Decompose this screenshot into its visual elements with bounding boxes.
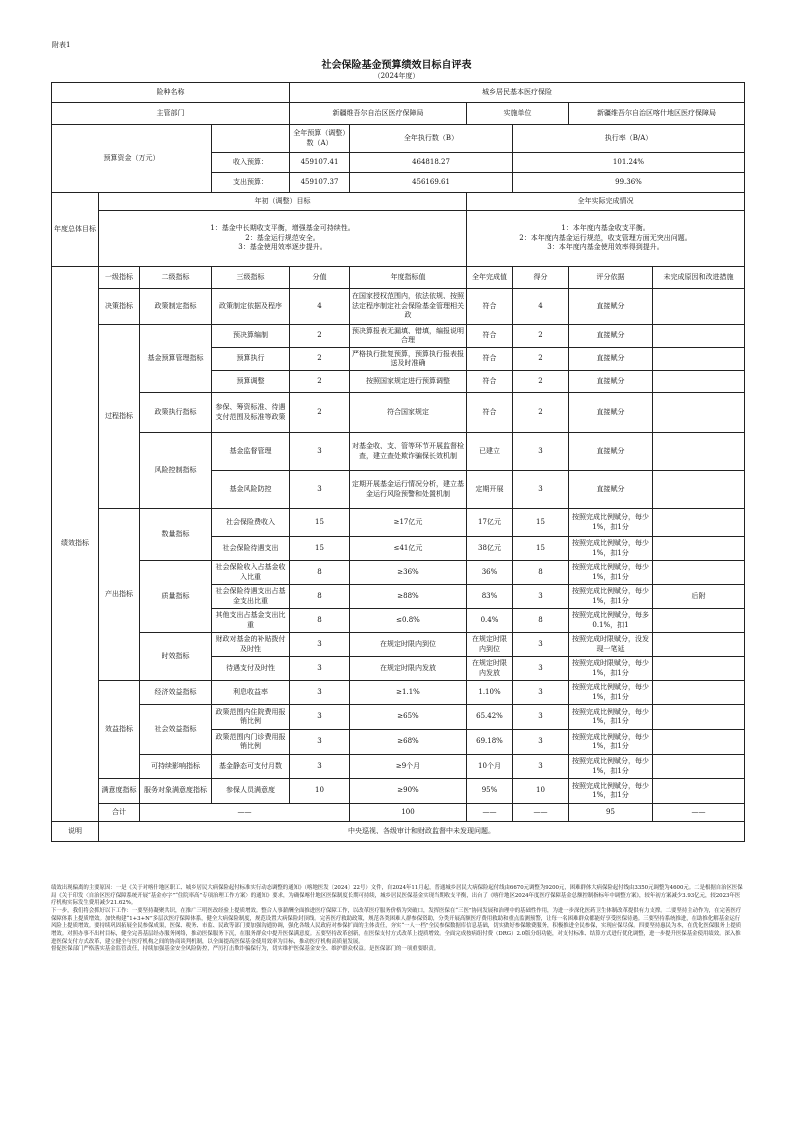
level3-indicator: 社会保险收入占基金收入比重 bbox=[212, 561, 290, 585]
actual-value: 36% bbox=[467, 561, 513, 585]
column-header: 未完成原因和改进措施 bbox=[653, 267, 745, 289]
income-execution-value: 464818.27 bbox=[350, 153, 513, 173]
score: 3 bbox=[513, 730, 569, 755]
actual-value: 0.4% bbox=[467, 609, 513, 633]
level3-indicator: 预算调整 bbox=[212, 371, 290, 393]
score: 2 bbox=[513, 325, 569, 348]
annual-execution-header: 全年执行数（B） bbox=[350, 125, 513, 153]
scoring-basis: 按照完成比例赋分，每少1%，扣1分 bbox=[569, 537, 653, 561]
level3-indicator: 社会保险待遇支出 bbox=[212, 537, 290, 561]
score: 8 bbox=[513, 609, 569, 633]
actual-completion-header: 全年实际完成情况 bbox=[467, 193, 745, 211]
column-header: 三级指标 bbox=[212, 267, 290, 289]
level2-risk-control: 风险控制指标 bbox=[140, 433, 212, 509]
score: 8 bbox=[513, 561, 569, 585]
scoring-basis: 按照完成比例赋分，每少1%，扣1分 bbox=[569, 561, 653, 585]
initial-goal-text bbox=[99, 211, 467, 267]
reason bbox=[653, 705, 745, 730]
level3-indicator: 社会保险费收入 bbox=[212, 509, 290, 537]
insurance-type-label: 险种名称 bbox=[52, 83, 290, 103]
score: 3 bbox=[513, 681, 569, 705]
level1-satisfaction: 满意度指标 bbox=[99, 779, 140, 804]
score-value: 8 bbox=[290, 561, 350, 585]
column-header: 二级指标 bbox=[140, 267, 212, 289]
score-value: 3 bbox=[290, 471, 350, 509]
level3-indicator: 参保、筹资标准、待遇支付范围及标准等政策 bbox=[212, 393, 290, 433]
column-header: 评分依据 bbox=[569, 267, 653, 289]
reason bbox=[653, 348, 745, 371]
reason: 后附 bbox=[653, 585, 745, 609]
target-value: ≥1.1% bbox=[350, 681, 467, 705]
performance-indicators-label: 绩效指标 bbox=[52, 267, 99, 822]
score: 3 bbox=[513, 585, 569, 609]
actual-value: 10个月 bbox=[467, 755, 513, 779]
actual-value: 38亿元 bbox=[467, 537, 513, 561]
reason bbox=[653, 779, 745, 804]
level1-output: 产出指标 bbox=[99, 509, 140, 681]
level3-indicator: 参保人员满意度 bbox=[212, 779, 290, 804]
actual-value: 符合 bbox=[467, 289, 513, 325]
scoring-basis: 按照完成时限赋分，没发现一笔延 bbox=[569, 633, 653, 657]
reason bbox=[653, 561, 745, 585]
reason bbox=[653, 371, 745, 393]
score-value: 3 bbox=[290, 755, 350, 779]
level3-indicator: 利息收益率 bbox=[212, 681, 290, 705]
total-dash: —— bbox=[513, 804, 569, 822]
score: 15 bbox=[513, 537, 569, 561]
level3-indicator: 其他支出占基金支出比重 bbox=[212, 609, 290, 633]
actual-value: 在规定时限内发放 bbox=[467, 657, 513, 681]
execution-rate-header: 执行率（B/A） bbox=[513, 125, 745, 153]
reason bbox=[653, 609, 745, 633]
actual-value: 符合 bbox=[467, 393, 513, 433]
total-score: 95 bbox=[569, 804, 653, 822]
target-value: ≥36% bbox=[350, 561, 467, 585]
reason bbox=[653, 509, 745, 537]
level2-policy-making: 政策制定指标 bbox=[140, 289, 212, 325]
score-value: 2 bbox=[290, 325, 350, 348]
score-value: 4 bbox=[290, 289, 350, 325]
department-label: 主管部门 bbox=[52, 103, 290, 125]
level2-quantity: 数量指标 bbox=[140, 509, 212, 561]
level3-indicator: 预算执行 bbox=[212, 348, 290, 371]
actual-goal-item: 2：本年度内基金运行规范，收支管理方面无突出问题。 bbox=[519, 233, 692, 242]
scoring-basis: 直接赋分 bbox=[569, 433, 653, 471]
target-value: ≥9个月 bbox=[350, 755, 467, 779]
actual-goal-text bbox=[467, 211, 745, 267]
level3-indicator: 基金静态可支付月数 bbox=[212, 755, 290, 779]
notes-paragraph: 督促医保部门严格落实基金监管责任，持续加强基金安全风险防控，严厉打击欺诈骗保行为，切实维护医保基金安全、维护群众权益。是医保部门的一项重要职责。 bbox=[51, 946, 440, 953]
score-value: 2 bbox=[290, 348, 350, 371]
level3-indicator: 基金风险防控 bbox=[212, 471, 290, 509]
insurance-type-value: 城乡居民基本医疗保险 bbox=[290, 83, 745, 103]
expense-budget-value: 459107.37 bbox=[290, 173, 350, 193]
actual-value: 95% bbox=[467, 779, 513, 804]
expense-rate-value: 99.36% bbox=[513, 173, 745, 193]
actual-value: 1.10% bbox=[467, 681, 513, 705]
budget-blank-cell bbox=[212, 125, 290, 153]
level2-social: 社会效益指标 bbox=[140, 705, 212, 755]
explanation-text: 中央巡视、各级审计和财政监督中未发现问题。 bbox=[99, 822, 745, 842]
level2-sustainable: 可持续影响指标 bbox=[140, 755, 212, 779]
explanation-label: 说明 bbox=[52, 822, 99, 842]
scoring-basis: 按照完成比例赋分，每少1%，扣1分 bbox=[569, 755, 653, 779]
level2-economic: 经济效益指标 bbox=[140, 681, 212, 705]
column-header: 全年完成值 bbox=[467, 267, 513, 289]
actual-goal-item: 1：本年度内基金收支平衡。 bbox=[561, 224, 650, 233]
level3-indicator: 待遇支付及时性 bbox=[212, 657, 290, 681]
scoring-basis: 按照完成比例赋分，每少1%，扣1分 bbox=[569, 705, 653, 730]
score: 2 bbox=[513, 393, 569, 433]
actual-value: 已建立 bbox=[467, 433, 513, 471]
target-value: 预决算报表无漏填、错填，编报说明合理 bbox=[350, 325, 467, 348]
target-value: ≤41亿元 bbox=[350, 537, 467, 561]
annual-budget-header: 全年预算（调整）数（A） bbox=[290, 125, 350, 153]
notes-paragraph: 下一步，我们将会抓好以下工作：一要坚持凝聚共识，在推广三明医改经验上提质增效。整合人事薪酬全面推进医疗保障工作，以改革医疗服务价格为突破口，发挥医保在“三医”协同发展和治理中的基础性作用，为进一步深化医药卫生体制改革提供有力支撑。二要坚持主动作为，在完善医疗保障体系上提质增效。加快构建“1+3+N”多层次医疗保障体系，健全大病保险制度，规范设置大病保险封顶线。完善医疗救助政策，规范各类困难人群参保资助，分类开展高额医疗费用救助和重点监测预警，让每一名困难群众都能好享受医保待遇。三要坚持系统推进，在助推化解基金运行风险上提质增效。要持续巩固拓展全民参保成果，医保、税务、市监、民政等部门要加强沟通协调，强化各级人民政府对参保扩面的主体责任，夯实“一人一档”全民参保数据库信息基础，切实做好参保缴费服务，积极推进全民参保，实现应保尽保。四要坚持惠民为本，在优化医保服务上提质增效。对照办事不出村目标，健全完善基层经办服务网络，推动医保服务下沉，在服务群众中提升医保满意度。五要坚持改革创新，在医保支付方式改革上提质增效。全面完成按病组付费（DRG）2.0版分组功能，对支付标准、结算方式进行优化调整，进一步提升医保基金使用绩效。深入推进医保支付方式改革，建立健全与医疗机构之间的协商谈判机制，以全面提高医保基金使用效率为目标，推动医疗机构高质量发展。 bbox=[51, 908, 742, 945]
initial-goal-item: 2：基金运行规范安全。 bbox=[245, 233, 320, 242]
reason bbox=[653, 433, 745, 471]
scoring-basis: 按照完成比例赋分，每少1%，扣1分 bbox=[569, 681, 653, 705]
actual-value: 符合 bbox=[467, 371, 513, 393]
budget-funds-label: 预算资金（万元） bbox=[52, 125, 212, 193]
target-value: 对基金收、支、管等环节开展监督检查，建立查处欺诈骗保长效机制 bbox=[350, 433, 467, 471]
score-value: 3 bbox=[290, 681, 350, 705]
level2-policy-exec: 政策执行指标 bbox=[140, 393, 212, 433]
column-header: 一级指标 bbox=[99, 267, 140, 289]
score: 2 bbox=[513, 348, 569, 371]
scoring-basis: 直接赋分 bbox=[569, 393, 653, 433]
target-value: ≥65% bbox=[350, 705, 467, 730]
reason bbox=[653, 755, 745, 779]
scoring-basis: 按照完成比例赋分，每少1%，扣1分 bbox=[569, 509, 653, 537]
score-value: 10 bbox=[290, 779, 350, 804]
target-value: 在规定时限内到位 bbox=[350, 633, 467, 657]
actual-value: 符合 bbox=[467, 325, 513, 348]
annex-label: 附表1 bbox=[52, 41, 71, 49]
score: 3 bbox=[513, 657, 569, 681]
score-value: 2 bbox=[290, 393, 350, 433]
actual-value: 定期开展 bbox=[467, 471, 513, 509]
score: 2 bbox=[513, 371, 569, 393]
target-value: ≥88% bbox=[350, 585, 467, 609]
scoring-basis: 直接赋分 bbox=[569, 371, 653, 393]
scoring-basis: 按照完成比例赋分，每少1%，扣1分 bbox=[569, 730, 653, 755]
income-budget-label: 收入预算： bbox=[212, 153, 290, 173]
level3-indicator: 财政对基金的补贴拨付及时性 bbox=[212, 633, 290, 657]
expense-budget-label: 支出预算： bbox=[212, 173, 290, 193]
implementing-unit-label: 实施单位 bbox=[467, 103, 569, 125]
target-value: 按照国家规定进行预算调整 bbox=[350, 371, 467, 393]
column-header: 得分 bbox=[513, 267, 569, 289]
actual-value: 69.18% bbox=[467, 730, 513, 755]
scoring-basis: 直接赋分 bbox=[569, 325, 653, 348]
reason bbox=[653, 681, 745, 705]
level2-service-satisfaction: 服务对象满意度指标 bbox=[140, 779, 212, 804]
scoring-basis: 按照完成比例赋分，每多0.1%，扣1 bbox=[569, 609, 653, 633]
level3-indicator: 政策范围内住院费用报销比例 bbox=[212, 705, 290, 730]
score-value: 3 bbox=[290, 705, 350, 730]
annual-goal-label: 年度总体目标 bbox=[52, 193, 99, 267]
score-value: 15 bbox=[290, 537, 350, 561]
scoring-basis: 按照完成时限赋分，每少1%，扣1分 bbox=[569, 657, 653, 681]
score: 15 bbox=[513, 509, 569, 537]
score: 4 bbox=[513, 289, 569, 325]
scoring-basis: 按照完成比例赋分，每少1%，扣1分 bbox=[569, 585, 653, 609]
income-budget-value: 459107.41 bbox=[290, 153, 350, 173]
score-value: 8 bbox=[290, 585, 350, 609]
score-value: 8 bbox=[290, 609, 350, 633]
actual-value: 符合 bbox=[467, 348, 513, 371]
actual-value: 83% bbox=[467, 585, 513, 609]
score-value: 3 bbox=[290, 633, 350, 657]
reason bbox=[653, 393, 745, 433]
page-title: 社会保险基金预算绩效目标自评表 bbox=[321, 60, 472, 71]
year-subtitle: （2024年度） bbox=[373, 72, 420, 80]
department-value: 新疆维吾尔自治区医疗保障局 bbox=[290, 103, 467, 125]
total-score-value: 100 bbox=[350, 804, 467, 822]
initial-goal-item: 1：基金中长期收支平衡，增强基金可持续性。 bbox=[210, 224, 355, 233]
total-dash: —— bbox=[140, 804, 350, 822]
target-value: 在国家授权范围内，依法依规、按照法定程序制定社会保险基金管理相关政 bbox=[350, 289, 467, 325]
actual-value: 65.42% bbox=[467, 705, 513, 730]
level1-benefit: 效益指标 bbox=[99, 681, 140, 779]
target-value: 严格执行批复预算，预算执行报表报送及时准确 bbox=[350, 348, 467, 371]
reason bbox=[653, 633, 745, 657]
target-value: ≥17亿元 bbox=[350, 509, 467, 537]
target-value: 定期开展基金运行情况分析，建立基金运行风险预警和处置机制 bbox=[350, 471, 467, 509]
level3-indicator: 基金监督管理 bbox=[212, 433, 290, 471]
income-rate-value: 101.24% bbox=[513, 153, 745, 173]
level3-indicator: 预决算编制 bbox=[212, 325, 290, 348]
implementing-unit-value: 新疆维吾尔自治区喀什地区医疗保障局 bbox=[569, 103, 745, 125]
actual-value: 17亿元 bbox=[467, 509, 513, 537]
level3-indicator: 政策制定依据及程序 bbox=[212, 289, 290, 325]
score: 3 bbox=[513, 433, 569, 471]
column-header: 年度指标值 bbox=[350, 267, 467, 289]
score: 3 bbox=[513, 471, 569, 509]
deviation-notes bbox=[51, 885, 744, 954]
scoring-basis: 按照完成比例赋分，每少1%，扣1分 bbox=[569, 779, 653, 804]
score: 3 bbox=[513, 705, 569, 730]
actual-goal-item: 3：本年度内基金使用效率得到提升。 bbox=[547, 243, 664, 252]
level2-timeliness: 时效指标 bbox=[140, 633, 212, 681]
score: 10 bbox=[513, 779, 569, 804]
scoring-basis: 直接赋分 bbox=[569, 348, 653, 371]
reason bbox=[653, 657, 745, 681]
actual-value: 在规定时限内到位 bbox=[467, 633, 513, 657]
reason bbox=[653, 537, 745, 561]
score-value: 3 bbox=[290, 657, 350, 681]
total-dash: —— bbox=[467, 804, 513, 822]
level1-process: 过程指标 bbox=[99, 325, 140, 509]
scoring-basis: 直接赋分 bbox=[569, 289, 653, 325]
reason bbox=[653, 471, 745, 509]
target-value: ≤0.8% bbox=[350, 609, 467, 633]
score-value: 3 bbox=[290, 433, 350, 471]
initial-goal-item: 3：基金使用效率逐步提升。 bbox=[238, 243, 327, 252]
column-header: 分值 bbox=[290, 267, 350, 289]
level2-quality: 质量指标 bbox=[140, 561, 212, 633]
total-dash: —— bbox=[653, 804, 745, 822]
reason bbox=[653, 289, 745, 325]
score: 3 bbox=[513, 755, 569, 779]
scoring-basis: 直接赋分 bbox=[569, 471, 653, 509]
target-value: ≥68% bbox=[350, 730, 467, 755]
reason bbox=[653, 730, 745, 755]
level3-indicator: 社会保险待遇支出占基金支出比重 bbox=[212, 585, 290, 609]
expense-execution-value: 456169.61 bbox=[350, 173, 513, 193]
score-value: 15 bbox=[290, 509, 350, 537]
total-label: 合计 bbox=[99, 804, 140, 822]
self-evaluation-table bbox=[51, 82, 745, 842]
level3-indicator: 政策范围内门诊费用报销比例 bbox=[212, 730, 290, 755]
level1-decision: 决策指标 bbox=[99, 289, 140, 325]
level2-budget-mgmt: 基金预算管理指标 bbox=[140, 325, 212, 393]
score: 3 bbox=[513, 633, 569, 657]
score-value: 2 bbox=[290, 371, 350, 393]
score-value: 3 bbox=[290, 730, 350, 755]
target-value: 在规定时限内发放 bbox=[350, 657, 467, 681]
initial-goal-header: 年初（调整）目标 bbox=[99, 193, 467, 211]
target-value: 符合国家规定 bbox=[350, 393, 467, 433]
notes-paragraph: 绩效出现偏离的主要原因：一是《关于对喀什地区职工、城乡居民大病保险起付标准实行动态调整的通知》（喀地医发〔2024〕22号）文件，自2024年11月起，普通城乡居民大病保险起付线由6670元调整为9200元，困难群体大病保险起付线由3350元调整为4600元。二是根据自治区医保局《关于印发〈自治区医疗保障系统开展“基金亦字”“住院率高”专项治理工作方案〉的通知》要求，为确保喀什地区医保制度长期可持续，城乡居民医保基金实现当期收支平衡，出台了《喀什地区2024年度医疗保障基金总额控制指标年中调整方案》，较年初方案减少3.93亿元，较2023年医疗机构实际发生费用减少21.62%。 bbox=[51, 885, 743, 907]
reason bbox=[653, 325, 745, 348]
target-value: ≥90% bbox=[350, 779, 467, 804]
